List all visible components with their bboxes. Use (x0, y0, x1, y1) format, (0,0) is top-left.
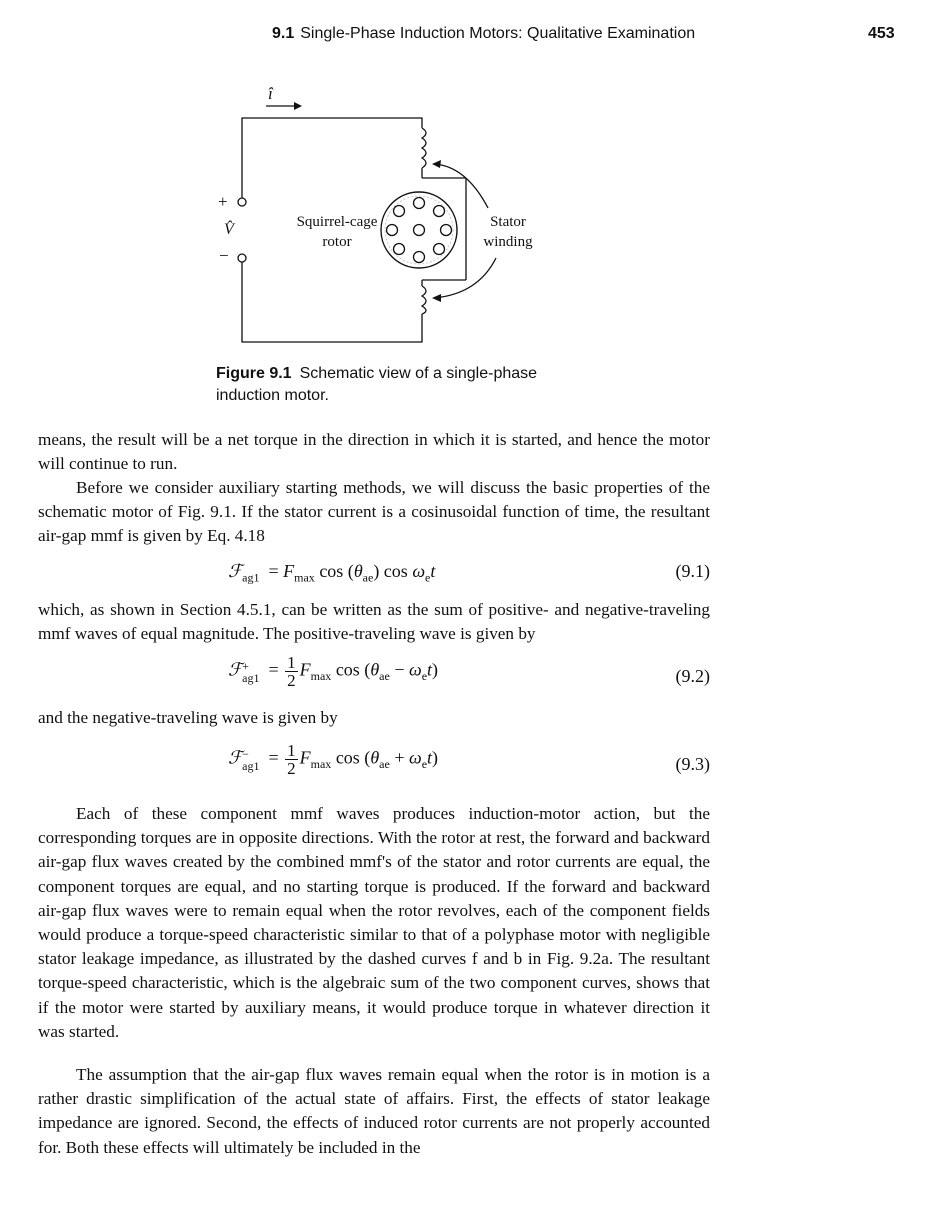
voltage-label: V̂ (224, 221, 234, 238)
stator-label-line2: winding (483, 234, 533, 250)
stator-label-line1: Stator (490, 214, 526, 230)
terminal-minus (238, 254, 246, 262)
paragraph-3: which, as shown in Section 4.5.1, can be written as the sum of positive- and negative-traveling mmf waves of equal magnitude. The positive-traveling wave is given by (38, 600, 710, 644)
page-number: 453 (868, 25, 895, 42)
paragraph-2: Before we consider auxiliary starting methods, we will discuss the basic properties of the schematic motor of Fig. 9.1. If the stator current is a cosinusoidal function of time, the resultant air-gap mmf is given by Eq. 4.18 (38, 478, 710, 546)
plus-label: + (218, 192, 228, 211)
running-header (0, 25, 936, 47)
equation-number-9-3: (9.3) (675, 754, 710, 774)
equation-number-9-1: (9.1) (675, 561, 710, 581)
squirrel-cage-rotor (381, 192, 457, 268)
stator-coil-bottom (422, 286, 426, 314)
rotor-label-line2: rotor (322, 234, 352, 250)
figure-caption (216, 363, 546, 407)
header-title (272, 25, 695, 43)
stator-label (478, 212, 538, 252)
section-title: Single-Phase Induction Motors: Qualitative Examination (300, 25, 696, 42)
current-label: î (268, 84, 273, 103)
equation-number-9-2: (9.2) (675, 666, 710, 686)
rotor-label (292, 212, 382, 252)
equation-9-1: ℱ$_{ag1}$ = $F_{max}$ $\cos (\theta_{ae})$ $\cos \omega_et$ (9.1) (228, 561, 710, 585)
figure-9-1 (196, 80, 556, 360)
paragraph-4: and the negative-traveling wave is given by (38, 708, 338, 727)
minus-label: − (219, 246, 229, 265)
caption-text: Schematic view of a single-phase induction motor. (216, 365, 538, 404)
wire-bottom (242, 262, 422, 342)
terminal-plus (238, 198, 246, 206)
paragraph-6: The assumption that the air-gap flux waves remain equal when the rotor is in motion is a rather drastic simplification of the actual state of affairs. First, the effects of stator leakage impedance are ignored. Second, the effects of induced rotor currents are not properly accounted for. Both these effects will ultimately be included in the (38, 1065, 710, 1157)
stator-leader-bottom (434, 258, 496, 298)
paragraph-5: Each of these component mmf waves produces induction-motor action, but the corresponding torques are in opposite directions. With the rotor at rest, the forward and backward air-gap flux waves created by the combined mmf's of the stator and rotor currents are equal, the component torques are equal, and no starting torque is produced. If the forward and backward air-gap flux waves were to remain equal when the rotor revolves, each of the component fields would produce a torque-speed characteristic similar to that of a polyphase motor with negligible stator leakage impedance, as illustrated by the dashed curves f and b in Fig. 9.2a. The resultant torque-speed characteristic, which is the algebraic sum of the two component curves, shows that if the motor were started by auxiliary means, it would produce torque in whatever direction it was started. (38, 804, 710, 1041)
equation-9-3: ℱ − ag1 = $\frac{1}{2}$ $F_{max}$ $\cos (\theta_{ae} + \omega_et)$ (9.3) (228, 741, 710, 778)
stator-leader-top (434, 164, 488, 208)
rotor-label-line1: Squirrel-cage (296, 214, 378, 230)
section-number: 9.1 (272, 25, 295, 42)
caption-number: Figure 9.1 (216, 365, 292, 382)
paragraph-1: means, the result will be a net torque in the direction in which it is started, and hence the motor will continue to run. (38, 430, 710, 474)
equation-9-2: ℱ + ag1 = $\frac{1}{2}$ $F_{max}$ $\cos (\theta_{ae} - \omega_et)$ (9.2) (228, 653, 710, 690)
wire-top (242, 118, 422, 198)
